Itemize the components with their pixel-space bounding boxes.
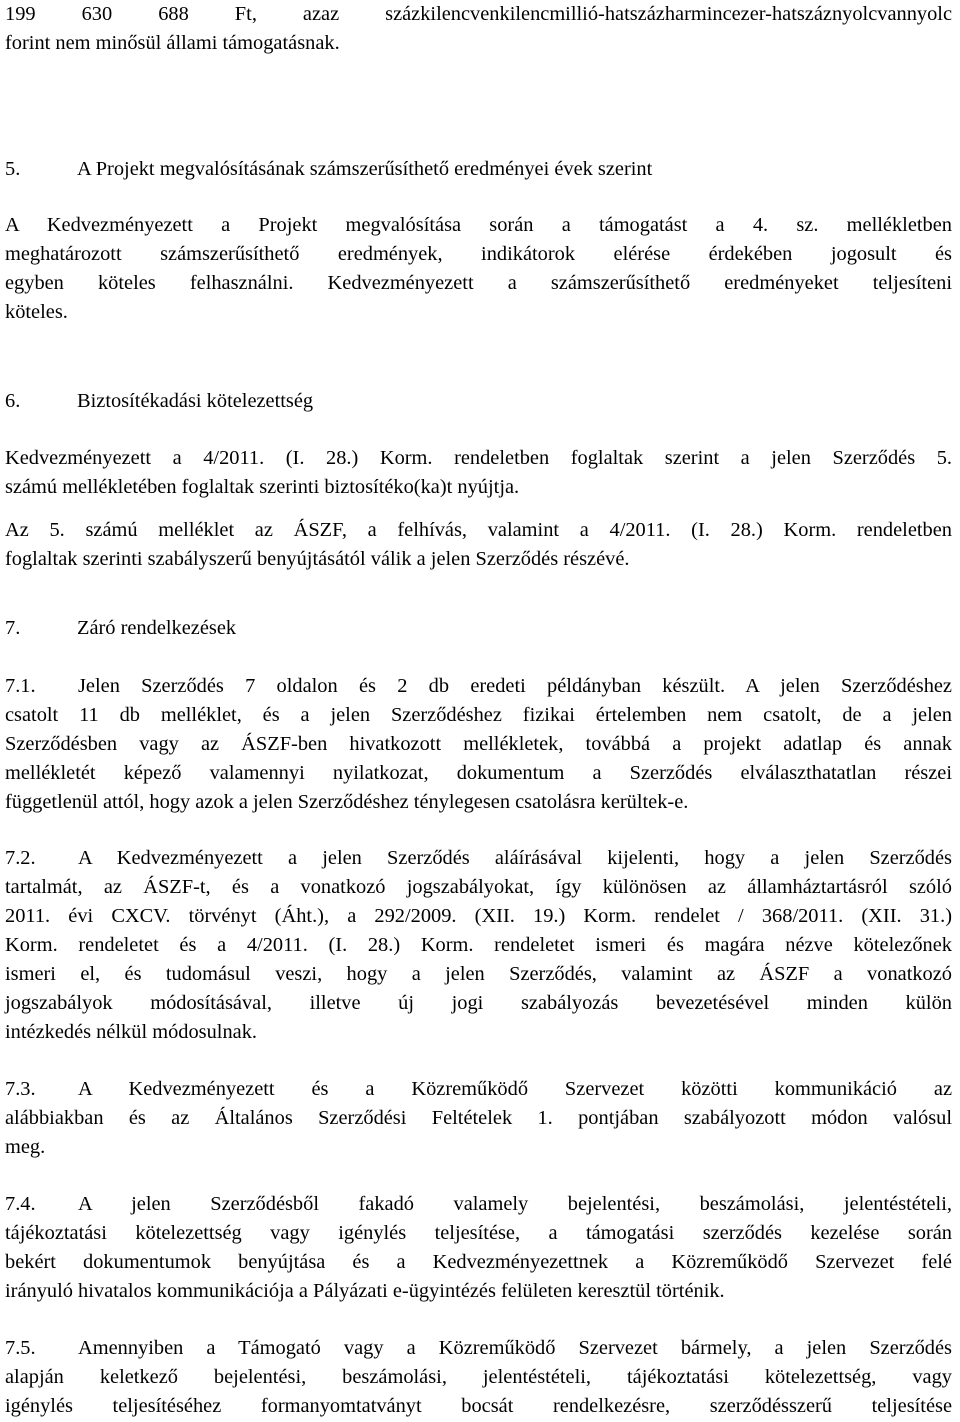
- text-line: tájékoztatási kötelezettség vagy igénylés teljesítése, a támogatási szerződés kezelése során: [5, 1222, 952, 1244]
- text-line: [5, 844, 952, 873]
- text-line: mellékletét képező valamennyi nyilatkozat, dokumentum a Szerződés elválaszthatatlan részei: [5, 762, 952, 784]
- clause-text: A Kedvezményezett és a Közreműködő Szervezet közötti kommunikáció az: [78, 1078, 952, 1100]
- section-6-paragraph-1: [5, 444, 952, 502]
- text-line: jogszabályok módosításával, illetve új jogi szabályozás bevezetésével minden külön: [5, 992, 952, 1014]
- text-line: intézkedés nélkül módosulnak.: [5, 1021, 257, 1043]
- section-6-paragraph-2: [5, 516, 952, 574]
- text-line: Az 5. számú melléklet az ÁSZF, a felhívás, valamint a 4/2011. (I. 28.) Korm. rendeletben: [5, 519, 952, 541]
- text-line: Szerződésben vagy az ÁSZF-ben hivatkozott mellékletek, továbbá a projekt adatlap és annak: [5, 733, 952, 755]
- clause-7-4: [5, 1190, 952, 1306]
- clause-text: A Kedvezményezett a jelen Szerződés aláírásával kijelenti, hogy a jelen Szerződés: [78, 847, 952, 869]
- clause-number: 7.4.: [5, 1193, 36, 1215]
- text-line: [5, 1190, 952, 1219]
- section-5-heading: [5, 155, 652, 184]
- text-line: meghatározott számszerűsíthető eredmények, indikátorok elérése érdekében jogosult és: [5, 243, 952, 265]
- section-number: 7.: [5, 617, 21, 639]
- text-line: bekért dokumentumok benyújtása és a Kedvezményezettnek a Közreműködő Szervezet felé: [5, 1251, 952, 1273]
- text-line: alábbiakban és az Általános Szerződési Feltételek 1. pontjában szabályozott módon valósul: [5, 1107, 952, 1129]
- section-title: Biztosítékadási kötelezettség: [77, 390, 314, 412]
- text-line: meg.: [5, 1136, 46, 1158]
- text-line: A Kedvezményezett a Projekt megvalósítása során a támogatást a 4. sz. mellékletben: [5, 214, 952, 236]
- text-line: egyben köteles felhasználni. Kedvezményezett a számszerűsíthető eredményeket teljesíteni: [5, 272, 952, 294]
- section-number: 5.: [5, 158, 21, 180]
- clause-text: Jelen Szerződés 7 oldalon és 2 db eredeti példányban készült. A jelen Szerződéshez: [78, 675, 952, 697]
- text-line: függetlenül attól, hogy azok a jelen Szerződéshez ténylegesen csatolásra kerültek-e.: [5, 791, 689, 813]
- clause-number: 7.3.: [5, 1078, 36, 1100]
- text-line: köteles.: [5, 301, 68, 323]
- text-line: [5, 672, 952, 701]
- text-line: 199 630 688 Ft, azaz százkilencvenkilencmillió-hatszázharmincezer-hatszáznyolcvannyolc: [5, 3, 952, 25]
- section-number: 6.: [5, 390, 21, 412]
- clause-text: Amennyiben a Támogató vagy a Közreműködő Szervezet bármely, a jelen Szerződés: [78, 1337, 952, 1359]
- clause-number: 7.1.: [5, 675, 36, 697]
- clause-7-2: [5, 844, 952, 1047]
- text-line: tartalmát, az ÁSZF-t, és a vonatkozó jogszabályokat, így különösen az államháztartásról szóló: [5, 876, 952, 898]
- text-line: csatolt 11 db melléklet, és a jelen Szerződéshez fizikai értelemben nem csatolt, de a jelen: [5, 704, 952, 726]
- text-line: alapján keletkező bejelentési, beszámolási, jelentéstételi, tájékoztatási kötelezettség, vagy: [5, 1366, 952, 1388]
- section-5-paragraph: [5, 211, 952, 327]
- section-7-heading: [5, 614, 236, 643]
- intro-paragraph: [5, 0, 952, 58]
- clause-number: 7.2.: [5, 847, 36, 869]
- clause-7-3: [5, 1075, 952, 1162]
- text-line: ismeri el, és tudomásul veszi, hogy a jelen Szerződés, valamint az ÁSZF a vonatkozó: [5, 963, 952, 985]
- text-line: 2011. évi CXCV. törvényt (Áht.), a 292/2009. (XII. 19.) Korm. rendelet / 368/2011. (XII. 31.): [5, 905, 952, 927]
- clause-number: 7.5.: [5, 1337, 36, 1359]
- text-line: [5, 1075, 952, 1104]
- section-title: A Projekt megvalósításának számszerűsíthető eredményei évek szerint: [77, 158, 653, 180]
- text-line: foglaltak szerinti szabályszerű benyújtásától válik a jelen Szerződés részévé.: [5, 548, 630, 570]
- text-line: igénylés teljesítéséhez formanyomtatványt bocsát rendelkezésre, szerződésszerű teljesítése: [5, 1395, 952, 1417]
- text-line: számú mellékletében foglaltak szerinti biztosítéko(ka)t nyújtja.: [5, 476, 520, 498]
- clause-7-1: [5, 672, 952, 817]
- text-line: Korm. rendeletet és a 4/2011. (I. 28.) Korm. rendeletet ismeri és magára nézve kötelezőnek: [5, 934, 952, 956]
- section-title: Záró rendelkezések: [77, 617, 237, 639]
- clause-7-5: [5, 1334, 952, 1421]
- text-line: irányuló hivatalos kommunikációja a Pályázati e-ügyintézés felületen keresztül történik.: [5, 1280, 725, 1302]
- text-line: Kedvezményezett a 4/2011. (I. 28.) Korm. rendeletben foglaltak szerint a jelen Szerződés 5.: [5, 447, 952, 469]
- text-line: forint nem minősül állami támogatásnak.: [5, 32, 340, 54]
- section-6-heading: [5, 387, 313, 416]
- text-line: [5, 1334, 952, 1363]
- clause-text: A jelen Szerződésből fakadó valamely bejelentési, beszámolási, jelentéstételi,: [78, 1193, 952, 1215]
